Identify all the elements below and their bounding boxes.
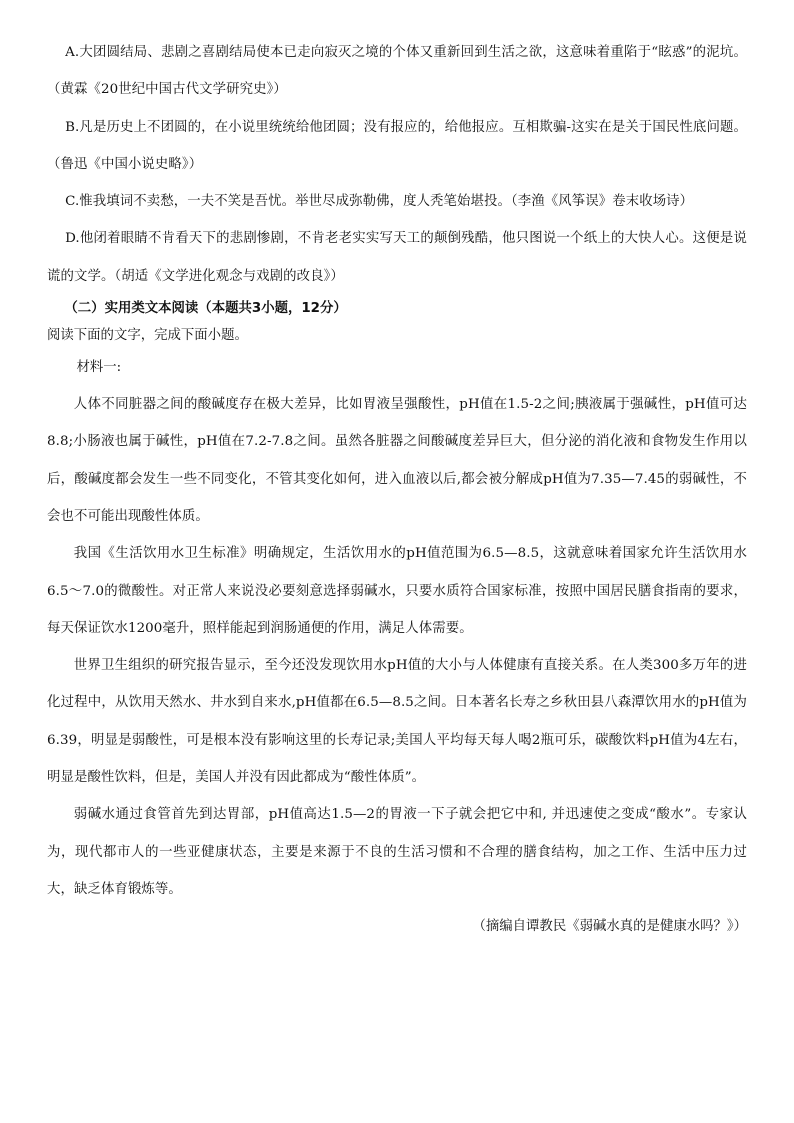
paragraph-3: 世界卫生组织的研究报告显示，至今还没发现饮用水pH值的大小与人体健康有直接关系。在人类300多万年的进化过程中，从饮用天然水、井水到自来水,pH值都在6.5—8.5之间。日本著名长寿之乡秋田县八森潭饮用水的pH值为6.39，明显是弱酸性，可是根本没有影响这里的长寿记录;美国人平均每天每人喝2瓶可乐，碳酸饮料pH值为4左右，明显是酸性饮料，但是，美国人并没有因此都成为“酸性体质”。 bbox=[47, 658, 747, 786]
section-heading: （二）实用类文本阅读（本题共3小题，12分） bbox=[64, 301, 347, 317]
option-d: D.他闭着眼睛不肯看天下的悲剧惨剧，不肯老老实实写天工的颠倒残酷，他只图说一个纸上的大快人心。这便是说谎的文学。（胡适《文学进化观念与戏剧的改良》） bbox=[47, 231, 747, 284]
section-instruction: 阅读下面的文字，完成下面小题。 bbox=[47, 328, 248, 344]
option-b: B.凡是历史上不团圆的，在小说里统统给他团圆；没有报应的，给他报应。互相欺骗-这实在是关于国民性底问题。（鲁迅《中国小说史略》） bbox=[47, 119, 747, 172]
option-a: A.大团圆结局、悲剧之喜剧结局使本已走向寂灭之境的个体又重新回到生活之欲，这意味着重陷于“眩惑”的泥坑。（黄霖《20世纪中国古代文学研究史》） bbox=[47, 45, 747, 98]
paragraph-2: 我国《生活饮用水卫生标准》明确规定，生活饮用水的pH值范围为6.5—8.5，这就意味着国家允许生活饮用水6.5～7.0的微酸性。对正常人来说没必要刻意选择弱碱水，只要水质符合国家标准，按照中国居民膳食指南的要求，每天保证饮水1200毫升，照样能起到润肠通便的作用，满足人体需要。 bbox=[47, 546, 747, 636]
option-c: C.惟我填词不卖愁，一夫不笑是吾忧。举世尽成弥勒佛，度人秃笔始堪投。（李渔《风筝误》卷末收场诗） bbox=[65, 194, 694, 210]
source-citation: （摘编自谭教民《弱碱水真的是健康水吗？》） bbox=[472, 919, 747, 935]
paragraph-4: 弱碱水通过食管首先到达胃部，pH值高达1.5—2的胃液一下子就会把它中和, 并迅速使之变成“酸水”。专家认为，现代都市人的一些亚健康状态，主要是来源于不良的生活习惯和不合理的膳食结构，加之工作、生活中压力过大，缺乏体育锻炼等。 bbox=[47, 807, 747, 897]
paragraph-1: 人体不同脏器之间的酸碱度存在极大差异，比如胃液呈强酸性，pH值在1.5-2之间;胰液属于强碱性，pH值可达8.8;小肠液也属于碱性，pH值在7.2-7.8之间。虽然各脏器之间酸碱度差异巨大，但分泌的消化液和食物发生作用以后，酸碱度都会发生一些不同变化，不管其变化如何，进入血液以后,都会被分解成pH值为7.35—7.45的弱碱性，不会也不可能出现酸性体质。 bbox=[47, 397, 747, 524]
material-label: 材料一: bbox=[76, 360, 122, 376]
